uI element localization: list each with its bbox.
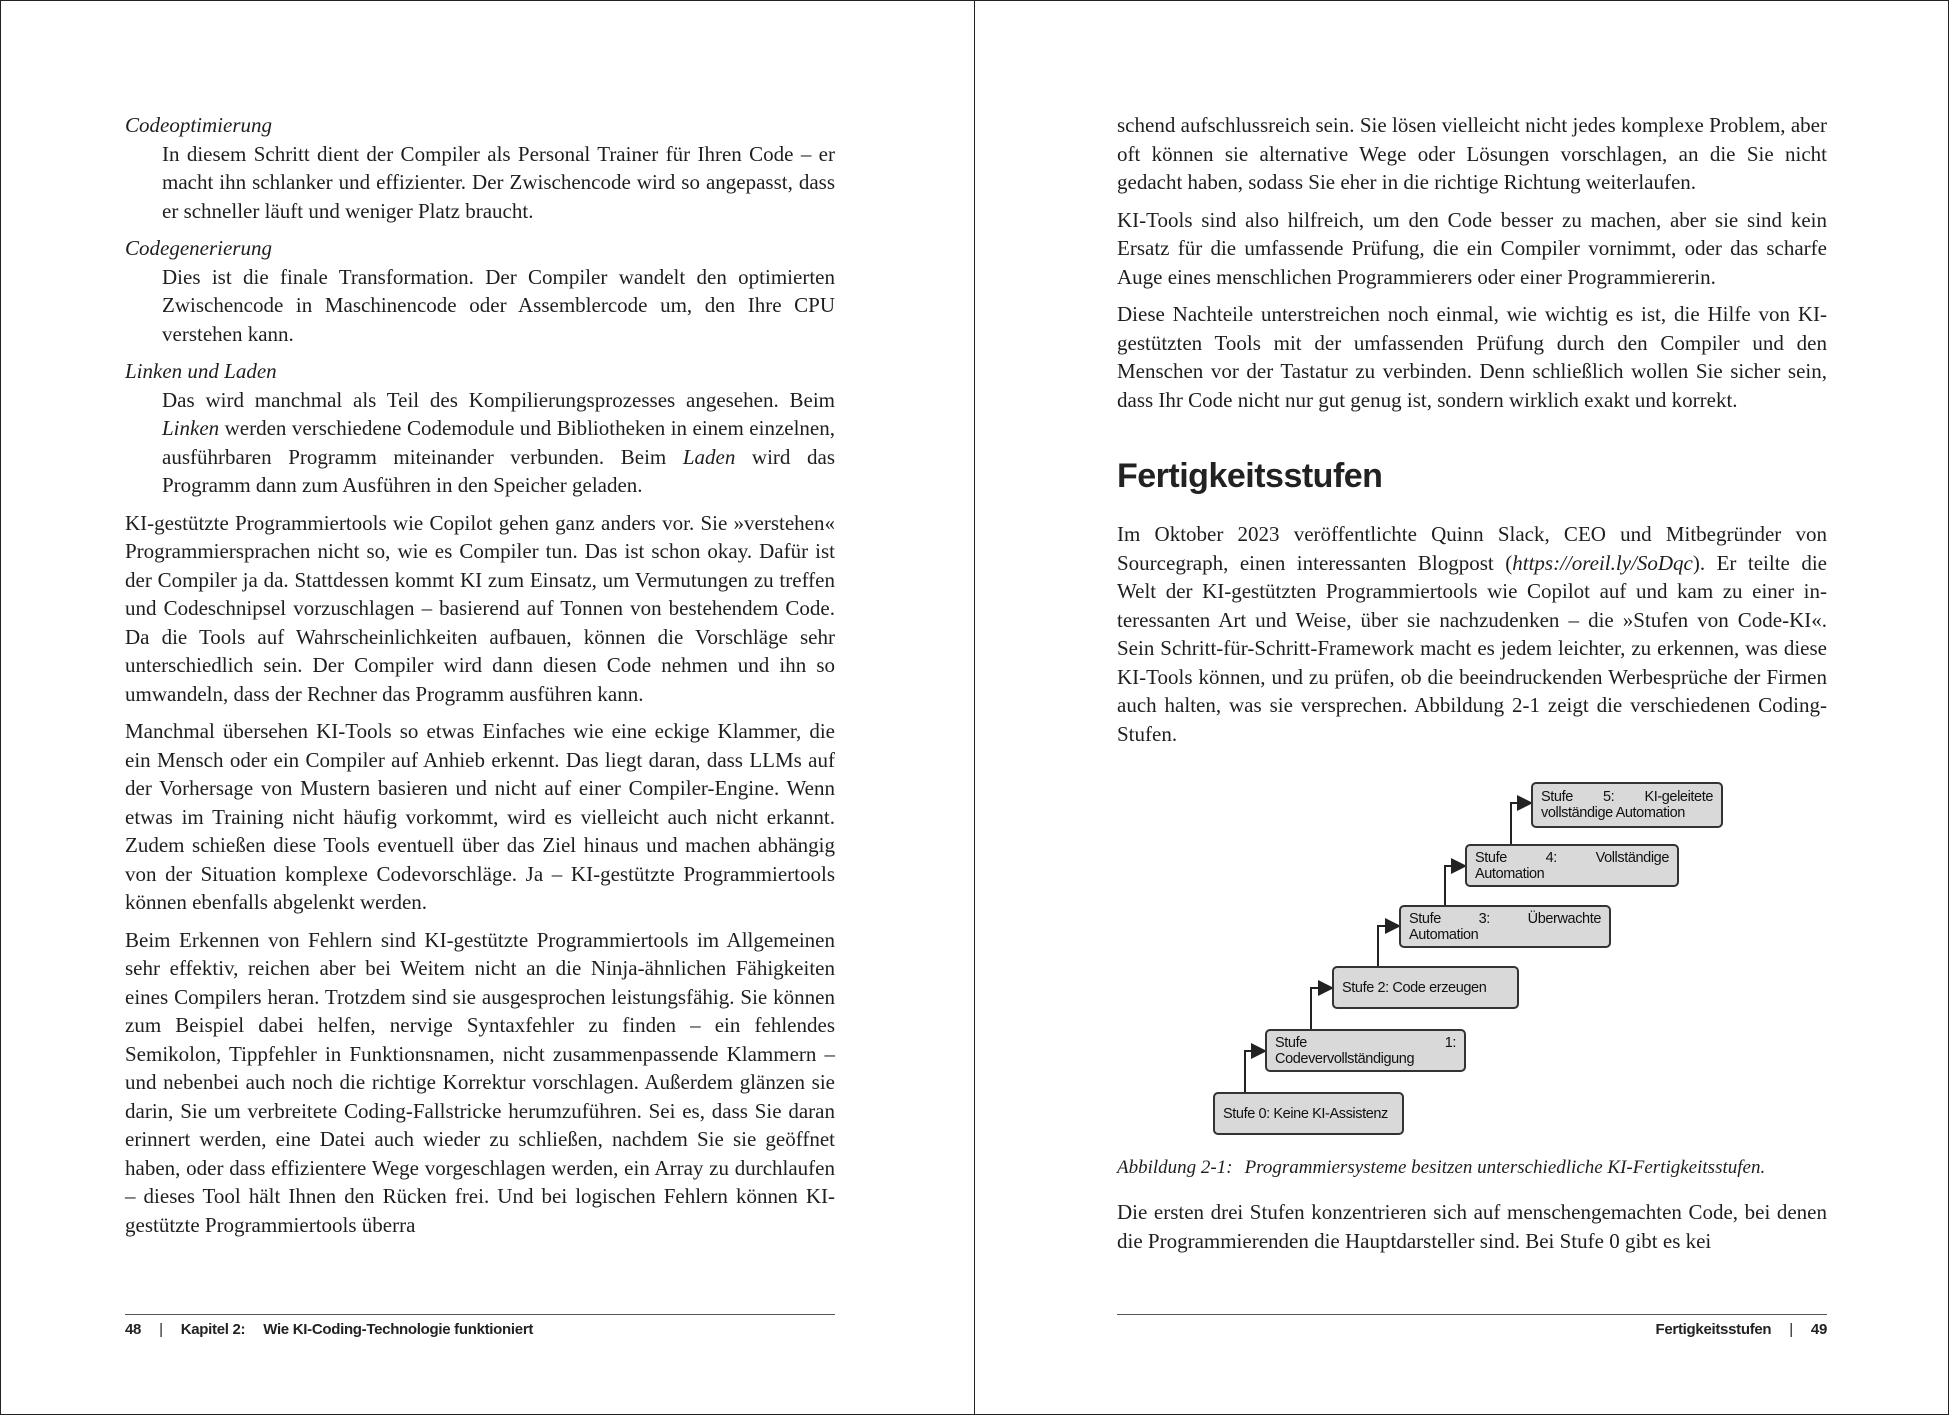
arrow-3-4 [1445,866,1465,905]
caption-number: Abbildung 2-1: [1117,1157,1233,1178]
step-2-box: Stufe 2: Code erzeugen [1332,966,1519,1009]
text-run: ). Er teilte die Welt der KI-gestützten Programmiertools wie Copilot auf und kam zu einer interessanten Art und Weise, über sie nachzudenken – die »Stufen von Code-KI«. Sein Schritt-für-Schritt-Framework macht es jedem leichter, zu erkennen, was diese KI-Tools können, und zu prüfen, ob die beeindruckenden Werbesprüche der Firmen auch halten, was sie versprechen. Abbildung 2-1 zeigt die verschiedenen Coding-Stufen. [1117,550,1827,746]
body-paragraph: Die ersten drei Stufen konzentrieren sich auf menschengemachten Code, bei denen die Programmierenden die Hauptdarsteller sind. Bei Stufe 0 gibt es kei [1117,1200,1827,1253]
definition-body: In diesem Schritt dient der Compiler als Personal Trainer für Ihren Code – er macht ihn schlanker und effizienter. Der Zwischencode wird so angepasst, dass er schneller läuft und weniger Platz braucht. [162,141,835,223]
page-number: 48 [125,1321,142,1338]
section-title: Fertigkeitsstufen [1655,1321,1772,1338]
body-paragraph: KI-gestützte Programmiertools wie Copilot gehen ganz anders vor. Sie »verstehen« Programmiersprachen nicht so, wie es Compiler tun. Das ist schon okay. Dafür ist der Compiler ja da. Stattdessen kommt KI zum Einsatz, um Vermutungen zu treffen und Codeschnipsel vorzuschlagen – basierend auf Tonnen von bestehendem Code. Da die Tools auf Wahrscheinlichkeiten aufbauen, können die Vorschläge sehr unterschiedlich sein. Der Compiler wird dann diesen Code nehmen und ihn so umwandeln, dass der Rechner das Programm ausführen kann. [125,510,835,706]
definition-body: Dies ist die finale Transformation. Der Compiler wandelt den optimierten Zwischencode in Maschinencode oder Assemblercode um, den Ihre CPU verstehen kann. [162,264,835,346]
connector-arrows [1117,772,1827,1142]
definition-term: Codegenerierung [125,236,272,260]
step-5-box: Stufe 5: KI-geleitete vollständige Automation [1531,782,1723,828]
body-paragraph [1117,520,1827,748]
left-page [0,0,975,1415]
step-0-box: Stufe 0: Keine KI-Assistenz [1213,1092,1404,1135]
text-run: Das wird manchmal als Teil des Kompilierungsprozesses angesehen. Beim [162,387,835,412]
arrow-0-1 [1245,1051,1265,1092]
arrow-1-2 [1311,988,1332,1029]
arrow-4-5 [1511,803,1531,844]
staircase-figure [1117,772,1827,1142]
definition-term: Linken und Laden [125,359,277,383]
caption-text: Programmiersysteme besitzen unterschiedliche KI-Fertigkeitsstufen. [1244,1157,1766,1178]
footer-separator: | [1789,1321,1793,1338]
arrow-2-3 [1378,926,1399,966]
body-paragraph: Diese Nachteile unterstreichen noch einmal, wie wichtig es ist, die Hilfe von KI-gestützten Tools mit der umfassenden Prüfung durch den Compiler und den Menschen vor der Tastatur zu verbinden. Denn schließlich wollen Sie sicher sein, dass Ihr Code nicht nur gut genug ist, sondern wirklich exakt und korrekt. [1117,302,1827,412]
step-1-box: Stufe 1: Codevervollständigung [1265,1029,1466,1072]
page-footer [1117,1321,1827,1338]
footer-rule [125,1314,835,1315]
body-paragraph: schend aufschlussreich sein. Sie lösen vielleicht nicht jedes komplexe Problem, aber oft können sie alternative Wege oder Lösungen vorschlagen, an die Sie nicht gedacht haben, sodass Sie eher in die richtige Richtung weiterlaufen. [1117,113,1827,194]
body-paragraph: KI-Tools sind also hilfreich, um den Code besser zu machen, aber sie sind kein Ersatz für die umfassende Prüfung, die ein Compiler vornimmt, oder das scharfe Auge eines menschlichen Programmierers oder einer Programmiererin. [1117,207,1827,289]
body-paragraph: Beim Erkennen von Fehlern sind KI-gestützte Programmiertools im Allgemeinen sehr effektiv, reichen aber bei Weitem nicht an die Ninja-ähnlichen Fähigkeiten eines Compilers heran. Trotzdem sind sie ausgesprochen leistungsfähig. Sie können zum Beispiel dabei helfen, nervige Syntaxfehler zu finden – ein fehlendes Semikolon, Tippfehler in Funktionsnamen, nicht zusammenpassende Klammern – und nebenbei auch noch die richtige Korrektur vorschlagen. Außerdem glänzen sie darin, Sie um verbreitete Coding-Fallstricke herumzuführen. Sei es, dass Sie daran erinnert werden, eine Datei auch wieder zu schließen, nachdem Sie sie geöffnet haben, oder dass effizientere Wege vorgeschlagen werden, ein Array zu durchlaufen – dieses Tool hält Ihnen den Rücken frei. Und bei logischen Fehlern können KI-gestützte Programmiertools überra [125,927,835,1237]
text-run: wird das Programm dann zum Ausführen in den Speicher geladen. [162,444,835,497]
body-paragraph: Manchmal übersehen KI-Tools so etwas Einfaches wie eine eckige Klammer, die ein Mensch oder ein Compiler auf Anhieb erkennt. Das liegt daran, dass LLMs auf der Vorhersage von Mustern basieren und nicht auf einer Compiler-Engine. Wenn etwas im Training nicht häufig vorkommt, wird es vielleicht auch nicht erkannt. Zudem schießen diese Tools eventuell über das Ziel hinaus und machen abhängig von der Situation komplexe Codevorschläge. Ja – KI-gestützte Programmiertools können ebenfalls abgelenkt werden. [125,719,835,914]
chapter-title: Wie KI-Coding-Technologie funktioniert [263,1321,534,1338]
definition-body [162,386,835,500]
footer-rule [1117,1314,1827,1315]
left-text-column [125,111,835,1248]
figure-caption [1117,1156,1827,1180]
emphasis: Linken [162,416,220,440]
chapter-label: Kapitel 2: [180,1321,246,1338]
step-4-box: Stufe 4: Vollständige Automation [1465,844,1679,887]
step-3-box: Stufe 3: Überwachte Automation [1399,905,1611,948]
right-text-column [1117,111,1827,1264]
text-run: Im Oktober 2023 veröffentlichte Quinn Slack, CEO und Mitbegründer von Sourcegraph, einen interessanten Blogpost ( [1117,522,1827,575]
text-run: werden verschiedene Codemodule und Bibliotheken in einem einzelnen, ausführbaren Programm miteinander verbunden. Beim [162,416,835,469]
page-number: 49 [1810,1321,1827,1338]
section-heading: Fertigkeitsstufen [1117,457,1383,495]
blog-link[interactable]: https://oreil.ly/SoDqc [1512,550,1693,575]
page-footer [125,1321,835,1338]
emphasis: Laden [682,444,736,469]
definition-term: Codeoptimierung [125,113,272,137]
footer-separator: | [159,1321,163,1338]
right-page [974,0,1949,1415]
